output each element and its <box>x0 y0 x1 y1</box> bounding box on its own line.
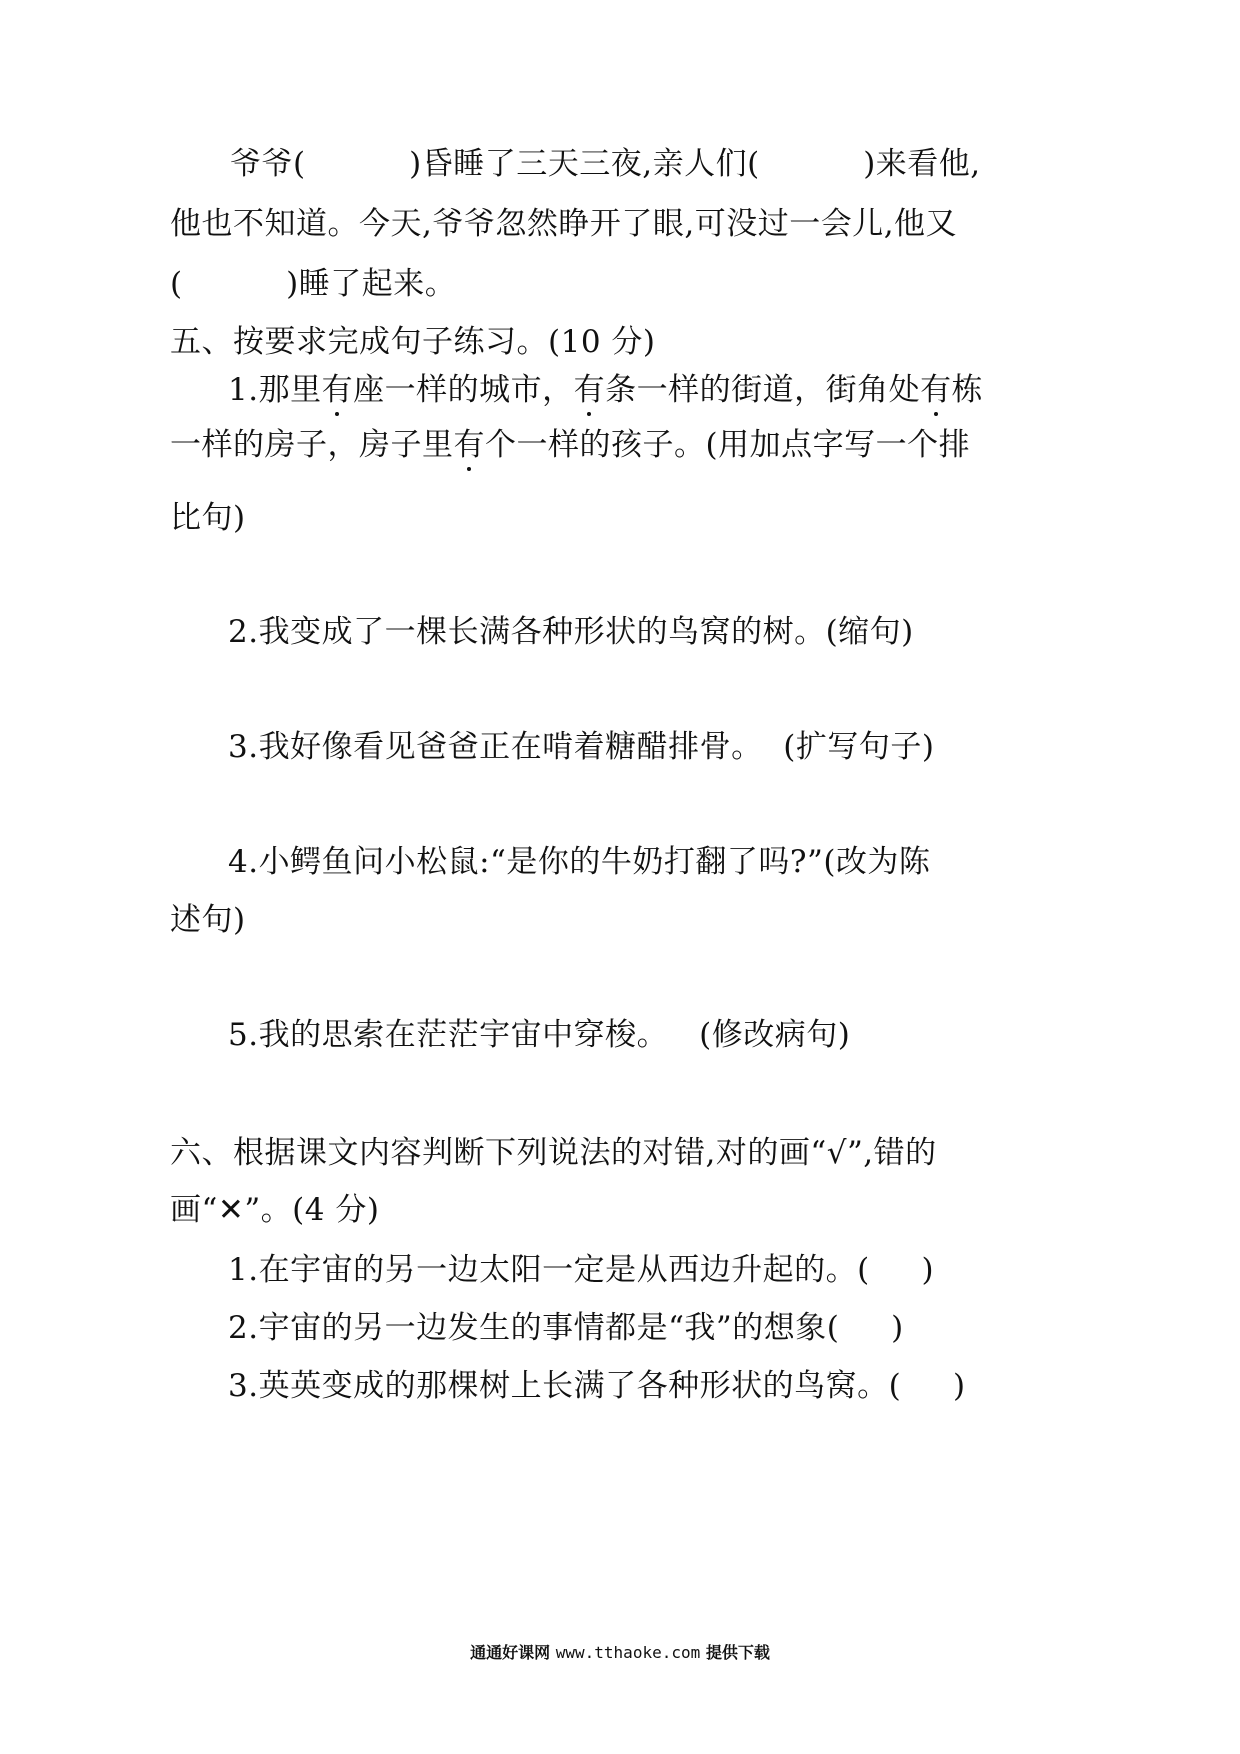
true-false-item-2: 2.宇宙的另一边发生的事情都是“我”的想象( ) <box>228 1310 904 1346</box>
text-segment: 座一样的城市， <box>353 372 574 408</box>
question-5-1-line-3: 比句) <box>170 500 246 536</box>
section-6-heading-line-1: 六、根据课文内容判断下列说法的对错,对的画“√”,错的 <box>170 1135 937 1171</box>
text-segment: 一样的房子，房子里 <box>170 427 454 463</box>
true-false-item-1: 1.在宇宙的另一边太阳一定是从西边升起的。( ) <box>228 1252 935 1288</box>
dotted-char: 有 <box>453 427 485 463</box>
true-false-item-3: 3.英英变成的那棵树上长满了各种形状的鸟窝。( ) <box>228 1368 966 1404</box>
section-5-heading: 五、按要求完成句子练习。(10 分) <box>170 324 656 360</box>
dotted-char: 有 <box>321 372 354 408</box>
question-5-4-line-2: 述句) <box>170 902 246 938</box>
question-5-5: 5.我的思索在茫茫宇宙中穿梭。 (修改病句) <box>228 1017 851 1053</box>
fill-blank-line-1: 爷爷( )昏睡了三天三夜,亲人们( )来看他, <box>230 146 981 182</box>
question-5-2: 2.我变成了一棵长满各种形状的鸟窝的树。(缩句) <box>228 614 914 650</box>
text-segment: 1.那里 <box>228 372 322 408</box>
text-segment: 条一样的街道，街角处 <box>605 372 921 408</box>
question-5-1-line-1 <box>228 370 983 410</box>
footer-url[interactable]: www.tthaoke.com <box>555 1643 701 1662</box>
question-5-1-line-2 <box>170 425 970 465</box>
dotted-char: 有 <box>573 372 606 408</box>
question-5-3: 3.我好像看见爸爸正在啃着糖醋排骨。 (扩写句子) <box>228 729 935 765</box>
dotted-char: 有 <box>920 372 952 408</box>
footer-suffix: 提供下载 <box>705 1643 770 1662</box>
question-5-4-line-1: 4.小鳄鱼问小松鼠:“是你的牛奶打翻了吗?”(改为陈 <box>228 844 931 880</box>
fill-blank-line-3: ( )睡了起来。 <box>170 266 457 302</box>
page-footer <box>0 1640 1240 1663</box>
footer-site-name: 通通好课网 <box>470 1643 551 1662</box>
fill-blank-line-2: 他也不知道。今天,爷爷忽然睁开了眼,可没过一会儿,他又 <box>170 206 958 242</box>
section-6-heading-line-2: 画“✕”。(4 分) <box>170 1192 380 1228</box>
text-segment: 个一样的孩子。(用加点字写一个排 <box>485 427 971 463</box>
text-segment: 栋 <box>951 372 984 408</box>
